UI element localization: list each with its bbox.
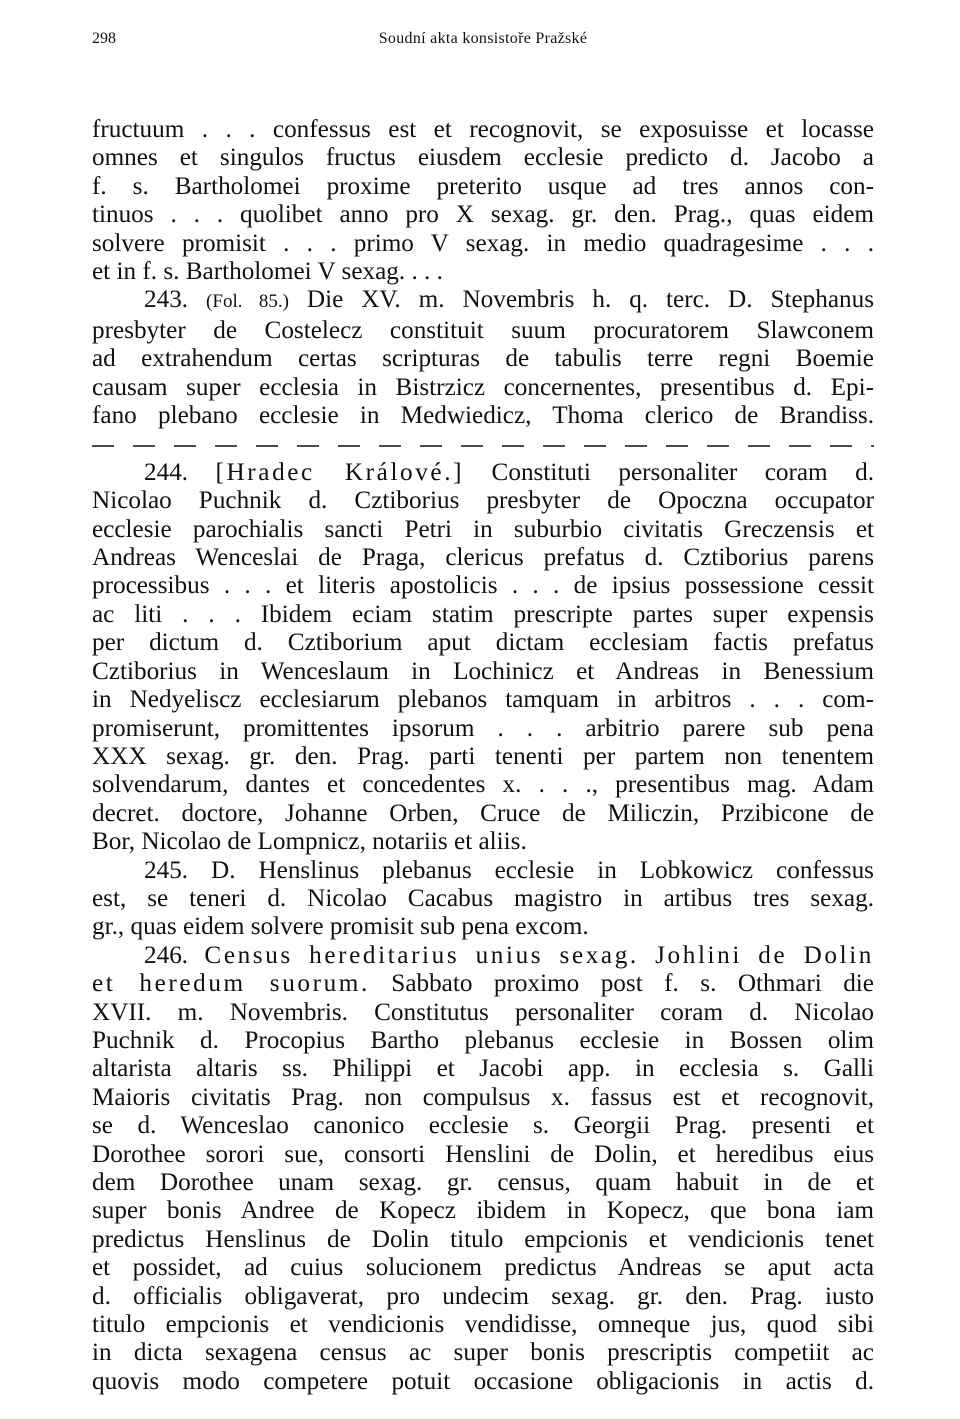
text-line: Bor, Nicolao de Lompnicz, notariis et aliis.	[92, 828, 527, 856]
text-line: fano plebano ecclesie in Medwiedicz, Thoma clerico de Brandiss.	[92, 402, 874, 430]
text-line: XXX sexag. gr. den. Prag. parti tenenti per partem non tenentem	[92, 742, 874, 770]
dashed-rule	[92, 444, 874, 448]
text-line: solvere promisit . . . primo V sexag. in medio quadragesime . . .	[92, 229, 874, 257]
text-line: promiserunt, promittentes ipsorum . . . arbitrio parere sub pena	[92, 714, 874, 742]
entry-heading: et heredum suorum.	[92, 970, 370, 998]
text-line: f. s. Bartholomei proxime preterito usque ad tres annos con-	[92, 172, 874, 200]
text-line: ac liti . . . Ibidem eciam statim prescripte partes super expensis	[92, 600, 874, 628]
text-line: ecclesie parochialis sancti Petri in suburbio civitatis Greczensis et	[92, 515, 874, 543]
place-name: [Hradec Králové.]	[215, 458, 465, 486]
text-line: processibus . . . et literis apostolicis . . . de ipsius possessione cessit	[92, 572, 874, 600]
text-line: super bonis Andree de Kopecz ibidem in Kopecz, que bona iam	[92, 1197, 874, 1225]
text-line: titulo empcionis et vendicionis vendidisse, omneque jus, quod sibi	[92, 1311, 874, 1339]
text-line: Dorothee sorori sue, consorti Henslini de Dolin, et heredibus eius	[92, 1140, 874, 1168]
text-line: predictus Henslinus de Dolin titulo empcionis et vendicionis tenet	[92, 1225, 874, 1253]
entry-246-first-line	[92, 942, 874, 970]
page-number: 298	[92, 30, 116, 47]
text-line: in Nedyeliscz ecclesiarum plebanos tamquam in arbitros . . . com-	[92, 686, 874, 714]
text-run: Die XV. m. Novembris h. q. terc. D. Stephanus	[288, 286, 875, 314]
entry-243-first-line	[92, 286, 874, 316]
text-line: Andreas Wenceslai de Praga, clericus prefatus d. Cztiborius parens	[92, 544, 874, 572]
document-page	[92, 30, 874, 1396]
entry-245-first-line	[92, 857, 874, 885]
text-line: XVII. m. Novembris. Constitutus personaliter coram d. Nicolao	[92, 998, 874, 1026]
text-line: altarista altaris ss. Philippi et Jacobi app. in ecclesia s. Galli	[92, 1055, 874, 1083]
body-text	[92, 116, 874, 1396]
text-run: Sabbato proximo post f. s. Othmari die	[369, 970, 874, 998]
text-line: tinuos . . . quolibet anno pro X sexag. gr. den. Prag., quas eidem	[92, 201, 874, 229]
entry-number: 243.	[144, 286, 189, 314]
text-line: per dictum d. Cztiborium aput dictam ecclesiam factis prefatus	[92, 629, 874, 657]
entry-244-first-line	[92, 459, 874, 487]
running-title: Soudní akta konsistoře Pražské	[378, 30, 588, 47]
text-line: omnes et singulos fructus eiusdem ecclesie predicto d. Jacobo a	[92, 144, 874, 172]
text-line: Nicolao Puchnik d. Cztiborius presbyter de Opoczna occupator	[92, 487, 874, 515]
text-line: se d. Wenceslao canonico ecclesie s. Georgii Prag. presenti et	[92, 1112, 874, 1140]
text-run: D. Henslinus plebanus ecclesie in Lobkowicz confessus	[188, 856, 874, 884]
text-line: decret. doctore, Johanne Orben, Cruce de Miliczin, Przibicone de	[92, 799, 874, 827]
page-header	[92, 30, 874, 60]
text-line: gr., quas eidem solvere promisit sub pena excom.	[92, 913, 589, 941]
text-line: Cztiborius in Wenceslaum in Lochinicz et Andreas in Benessium	[92, 657, 874, 685]
text-line: Puchnik d. Procopius Bartho plebanus ecclesie in Bossen olim	[92, 1026, 874, 1054]
entry-heading: Census hereditarius unius sexag. Johlini de Dolin	[188, 941, 874, 969]
text-line: fructuum . . . confessus est et recognovit, se exposuisse et locasse	[92, 116, 874, 143]
text-line: solvendarum, dantes et concedentes x. . . ., presentibus mag. Adam	[92, 771, 874, 799]
text-line: Maioris civitatis Prag. non compulsus x. fassus est et recognovit,	[92, 1083, 874, 1111]
text-line: in dicta sexagena census ac super bonis prescriptis competiit ac	[92, 1339, 874, 1367]
entry-number: 246.	[144, 941, 189, 969]
text-run: Constituti personaliter coram d.	[464, 458, 874, 486]
text-line: dem Dorothee unam sexag. gr. census, quam habuit in de et	[92, 1169, 874, 1197]
entry-number: 245.	[144, 856, 189, 884]
section-divider	[92, 430, 874, 458]
text-line: est, se teneri d. Nicolao Cacabus magistro in artibus tres sexag.	[92, 884, 874, 912]
text-line: et possidet, ad cuius solucionem predictus Andreas se aput acta	[92, 1254, 874, 1282]
entry-246-second-line	[92, 970, 874, 998]
text-line: presbyter de Costelecz constituit suum procuratorem Slawconem	[92, 316, 874, 344]
text-line: et in f. s. Bartholomei V sexag. . . .	[92, 258, 443, 286]
text-line: causam super ecclesia in Bistrzicz concernentes, presentibus d. Epi-	[92, 373, 874, 401]
entry-number: 244.	[144, 458, 189, 486]
text-line: ad extrahendum certas scripturas de tabulis terre regni Boemie	[92, 345, 874, 373]
folio-reference: (Fol. 85.)	[206, 291, 289, 313]
text-line: quovis modo competere potuit occasione obligacionis in actis d.	[92, 1367, 874, 1395]
text-line: d. officialis obligaverat, pro undecim sexag. gr. den. Prag. iusto	[92, 1282, 874, 1310]
